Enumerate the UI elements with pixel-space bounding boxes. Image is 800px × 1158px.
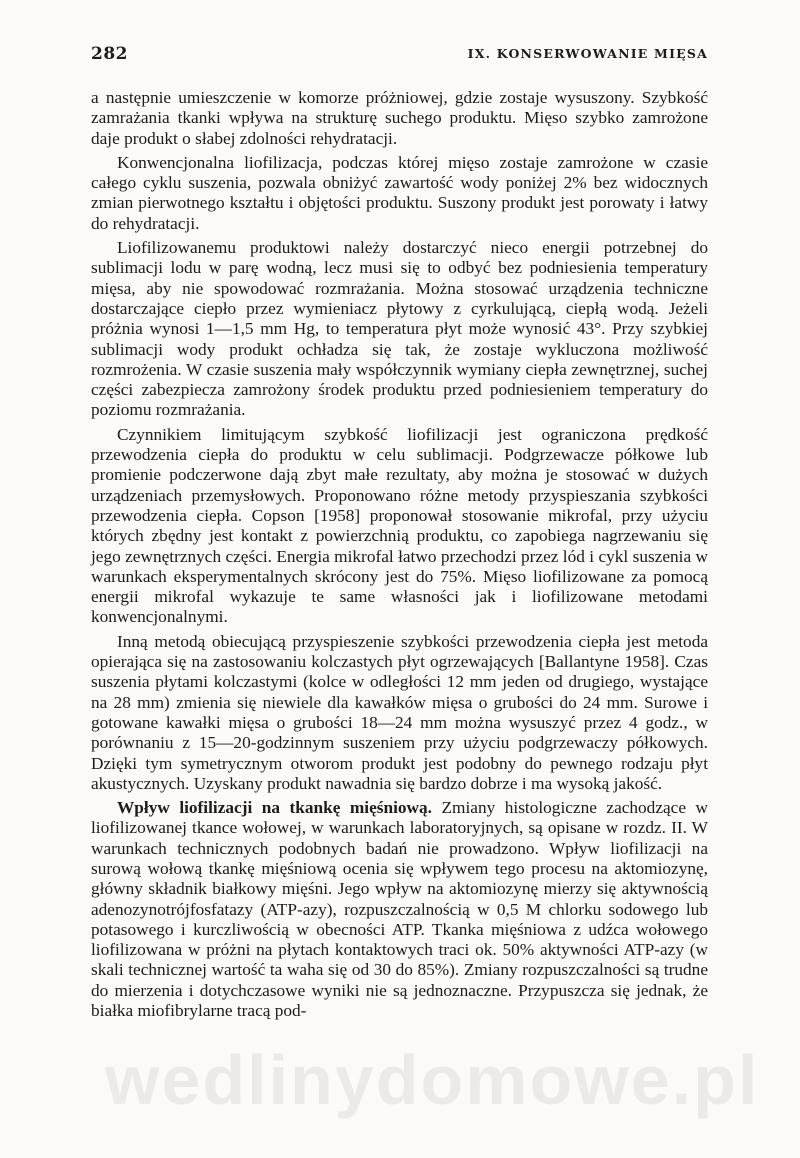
paragraph-text: a następnie umieszczenie w komorze próżniowej, gdzie zostaje wysuszony. Szybkość zamrażania tkanki wpływa na strukturę suchego produktu. Mięso szybko zamrożone daje produkt o słabej zdolności rehydratacji. [91,88,708,148]
paragraph-text: Konwencjonalna liofilizacja, podczas której mięso zostaje zamrożone w czasie całego cyklu suszenia, pozwala obniżyć zawartość wody poniżej 2% bez widocznych zmian pierwotnego kształtu i objętości produktu. Suszony produkt jest porowaty i łatwy do rehydratacji. [91,152,708,233]
paragraph-text: Liofilizowanemu produktowi należy dostarczyć nieco energii potrzebnej do sublimacji lodu w parę wodną, lecz musi się to odbyć bez podniesienia temperatury mięsa, aby nie spowodować rozmrażania. Można stosować urządzenia techniczne dostarczające ciepło przez wymieniacz płytowy z cyrkulującą, ciepłą wodą. Jeżeli próżnia wynosi 1—1,5 mm Hg, to temperatura płyt może wynosić 43°. Przy szybkiej sublimacji wody produkt ochładza się tak, że zostaje wykluczona możliwość rozmrożenia. W czasie suszenia mały współczynnik wymiany ciepła zewnętrznej, suchej części zabezpiecza zamrożony środek produktu przed podniesieniem temperatury do poziomu rozmrażania. [91,238,708,420]
paragraph-conventional-lyophilization [91,153,708,234]
paragraph-text: Czynnikiem limitującym szybkość liofilizacji jest ograniczona prędkość przewodzenia ciepła do produktu w celu sublimacji. Podgrzewacze półkowe lub promienie podczerwone dają zbyt małe rezultaty, aby można je stosować w dużych urządzeniach przemysłowych. Proponowano różne metody przyspieszania szybkości przewodzenia ciepła. Copson [1958] proponował stosowanie mikrofal, przy użyciu których zbędny jest kontakt z powierzchnią produktu, co zapobiega nagrzewaniu się jego zewnętrznych części. Energia mikrofal łatwo przechodzi przez lód i cykl suszenia w warunkach eksperymentalnych skrócony jest do 75%. Mięso liofilizowane za pomocą energii mikrofal wykazuje te same własności jak i liofilizowane metodami konwencjonalnymi. [91,424,708,627]
paragraph-text: Zmiany histologiczne zachodzące w liofilizowanej tkance wołowej, w warunkach laboratoryjnych, są opisane w rozdz. II. W warunkach technicznych podobnych badań nie prowadzono. Wpływ liofilizacji na surową wołową tkankę mięśniową ocenia się wpływem tego procesu na aktomiozynę, główny składnik białkowy mięśni. Jego wpływ na aktomiozynę mierzy się aktywnością adenozynotrójfosfatazy (ATP-azy), rozpuszczalnością w 0,5 M chlorku sodowego lub potasowego i kurczliwością w obecności ATP. Tkanka mięśniowa z udźca wołowego liofilizowana w próżni na płytach kontaktowych traci ok. 50% aktywności ATP-azy (w skali technicznej wartość ta waha się od 30 do 85%). Zmiany rozpuszczalności są trudne do mierzenia i dotychczasowe wyniki nie są jednoznaczne. Przypuszcza się jednak, że białka miofibrylarne tracą pod- [91,798,708,1021]
body-text [91,88,708,1025]
paragraph-continuation [91,88,708,149]
watermark: wedlinydomowe.pl [105,1041,760,1119]
paragraph-spiked-plates [91,632,708,794]
paragraph-text: Inną metodą obiecującą przyspieszenie szybkości przewodzenia ciepła jest metoda opierająca się na zastosowaniu kolczastych płyt ogrzewających [Ballantyne 1958]. Czas suszenia płytami kolczastymi (kolce w odległości 12 mm jeden od drugiego, wystające na 28 mm) zmienia się niewiele dla kawałków mięsa o grubości do 24 mm. Surowe i gotowane kawałki mięsa o grubości 18—24 mm można wysuszyć przez 4 godz., w porównaniu z 15—20-godzinnym suszeniem przy użyciu podgrzewaczy półkowych. Dzięki tym symetrycznym otworom produkt jest podobny do pewnego rodzaju płyt akustycznych. Uzyskany produkt nawadnia się bardzo dobrze i ma wysoką jakość. [91,631,708,793]
paragraph-muscle-tissue [91,798,708,1021]
page-number: 282 [91,44,128,64]
paragraph-sublimation-energy [91,238,708,421]
paragraph-heading: Wpływ liofilizacji na tkankę mięśniową. [117,798,432,818]
paragraph-microwaves [91,425,708,628]
running-head: IX. KONSERWOWANIE MIĘSA [467,46,708,61]
